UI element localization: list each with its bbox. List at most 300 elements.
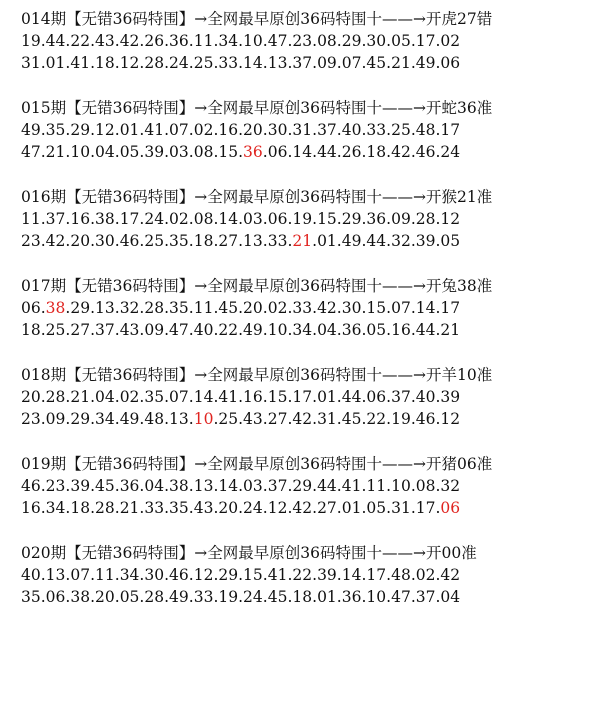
separator-dot: . — [410, 477, 416, 495]
number-cell: 15 — [317, 210, 337, 228]
number-cell: 19 — [391, 410, 411, 428]
number-cell: 11 — [95, 566, 115, 584]
separator-dot: . — [238, 588, 244, 606]
number-cell: 45 — [341, 410, 362, 428]
separator-dot: . — [238, 388, 244, 406]
period-header: 016期【无错36码特围】→全网最早原创36码特围十——→开猴21准 — [21, 188, 493, 206]
number-cell: 39 — [144, 143, 165, 161]
number-cell: 34 — [95, 410, 115, 428]
separator-dot: . — [336, 54, 342, 72]
separator-dot: . — [238, 54, 244, 72]
number-row — [21, 319, 591, 341]
number-row — [21, 564, 591, 586]
separator-dot: . — [40, 410, 46, 428]
separator-dot: . — [114, 588, 120, 606]
separator-dot: . — [410, 499, 416, 517]
number-cell: 25 — [144, 232, 165, 250]
number-cell: 14 — [193, 388, 214, 406]
number-cell: 36 — [341, 321, 362, 339]
separator-dot: . — [435, 32, 441, 50]
separator-dot: . — [262, 232, 268, 250]
separator-dot: . — [262, 566, 268, 584]
separator-dot: . — [114, 121, 120, 139]
separator-dot: . — [139, 588, 145, 606]
number-cell: 22 — [218, 321, 239, 339]
number-row — [21, 408, 591, 430]
number-cell: 13 — [243, 232, 263, 250]
number-cell: 35 — [169, 299, 189, 317]
number-cell: 37 — [317, 121, 337, 139]
separator-dot: . — [262, 477, 268, 495]
number-cell: 29 — [70, 410, 91, 428]
separator-dot: . — [65, 588, 71, 606]
number-cell: 05 — [440, 232, 461, 250]
number-cell: 21 — [440, 321, 461, 339]
number-cell: 44 — [366, 232, 387, 250]
separator-dot: . — [213, 499, 219, 517]
number-cell: 08 — [193, 210, 214, 228]
separator-dot: . — [238, 143, 244, 161]
separator-dot: . — [410, 299, 416, 317]
separator-dot: . — [65, 299, 71, 317]
number-cell: 35 — [169, 499, 189, 517]
number-cell: 06 — [440, 54, 461, 72]
number-cell: 06 — [21, 299, 41, 317]
number-cell: 04 — [317, 321, 337, 339]
separator-dot: . — [90, 232, 96, 250]
separator-dot: . — [164, 54, 170, 72]
number-cell: 25 — [45, 321, 66, 339]
separator-dot: . — [188, 210, 194, 228]
separator-dot: . — [361, 321, 367, 339]
number-cell: 28 — [144, 54, 165, 72]
number-row — [21, 30, 591, 52]
number-cell: 45 — [267, 588, 288, 606]
number-cell: 21 — [391, 54, 411, 72]
separator-dot: . — [114, 143, 120, 161]
separator-dot: . — [361, 54, 367, 72]
highlighted-number: 21 — [292, 232, 313, 250]
separator-dot: . — [114, 477, 120, 495]
separator-dot: . — [435, 477, 441, 495]
number-cell: 49 — [119, 410, 140, 428]
separator-dot: . — [65, 54, 71, 72]
separator-dot: . — [238, 477, 244, 495]
number-cell: 17 — [440, 299, 461, 317]
number-cell: 04 — [95, 143, 115, 161]
number-cell: 22 — [366, 410, 387, 428]
separator-dot: . — [90, 143, 96, 161]
separator-dot: . — [40, 566, 46, 584]
number-cell: 13 — [95, 299, 115, 317]
number-cell: 44 — [415, 321, 436, 339]
number-cell: 18 — [21, 321, 41, 339]
number-cell: 05 — [366, 321, 387, 339]
separator-dot: . — [336, 32, 342, 50]
number-cell: 18 — [95, 54, 115, 72]
number-cell: 38 — [95, 210, 115, 228]
number-cell: 30 — [144, 566, 165, 584]
number-cell: 01 — [317, 588, 337, 606]
number-cell: 01 — [341, 499, 362, 517]
separator-dot: . — [410, 388, 416, 406]
number-cell: 37 — [292, 54, 313, 72]
separator-dot: . — [262, 499, 268, 517]
number-cell: 41 — [267, 566, 288, 584]
separator-dot: . — [213, 321, 219, 339]
separator-dot: . — [188, 54, 194, 72]
number-cell: 30 — [341, 299, 362, 317]
separator-dot: . — [90, 321, 96, 339]
separator-dot: . — [188, 299, 194, 317]
number-cell: 39 — [70, 477, 91, 495]
number-cell: 42 — [391, 143, 411, 161]
period-header: 014期【无错36码特围】→全网最早原创36码特围十——→开虎27错 — [21, 10, 493, 28]
number-cell: 07 — [391, 299, 411, 317]
number-cell: 04 — [95, 388, 115, 406]
number-cell: 44 — [317, 143, 337, 161]
number-cell: 27 — [70, 321, 91, 339]
number-cell: 18 — [70, 499, 91, 517]
separator-dot: . — [287, 32, 293, 50]
separator-dot: . — [361, 299, 367, 317]
number-cell: 05 — [119, 143, 140, 161]
separator-dot: . — [287, 388, 293, 406]
number-cell: 14 — [341, 566, 362, 584]
separator-dot: . — [386, 388, 392, 406]
number-cell: 24 — [440, 143, 461, 161]
number-cell: 21 — [119, 499, 140, 517]
number-cell: 05 — [366, 499, 387, 517]
separator-dot: . — [238, 210, 244, 228]
separator-dot: . — [164, 32, 170, 50]
number-cell: 36 — [366, 210, 387, 228]
period-entry — [21, 364, 591, 430]
separator-dot: . — [287, 410, 293, 428]
separator-dot: . — [188, 499, 194, 517]
separator-dot: . — [65, 499, 71, 517]
number-row — [21, 497, 591, 519]
number-row — [21, 141, 591, 163]
number-cell: 29 — [341, 210, 362, 228]
number-cell: 12 — [440, 210, 461, 228]
number-cell: 11 — [366, 477, 387, 495]
separator-dot: . — [287, 121, 293, 139]
separator-dot: . — [336, 477, 342, 495]
separator-dot: . — [262, 410, 268, 428]
separator-dot: . — [65, 388, 71, 406]
number-cell: 34 — [218, 32, 239, 50]
number-cell: 34 — [292, 321, 313, 339]
number-cell: 11 — [193, 299, 214, 317]
number-cell: 09 — [391, 210, 411, 228]
separator-dot: . — [435, 299, 441, 317]
separator-dot: . — [65, 321, 71, 339]
number-cell: 28 — [45, 388, 66, 406]
separator-dot: . — [40, 499, 46, 517]
number-cell: 21 — [70, 388, 91, 406]
separator-dot: . — [65, 566, 71, 584]
separator-dot: . — [435, 499, 441, 517]
number-cell: 33 — [144, 499, 165, 517]
number-cell: 08 — [193, 143, 214, 161]
number-cell: 37 — [95, 321, 115, 339]
number-cell: 46 — [415, 143, 436, 161]
separator-dot: . — [90, 588, 96, 606]
separator-dot: . — [65, 477, 71, 495]
number-cell: 44 — [45, 32, 66, 50]
period-entry — [21, 542, 591, 608]
separator-dot: . — [114, 210, 120, 228]
number-cell: 19 — [292, 210, 313, 228]
separator-dot: . — [435, 588, 441, 606]
number-cell: 35 — [45, 121, 66, 139]
separator-dot: . — [312, 410, 318, 428]
separator-dot: . — [361, 499, 367, 517]
number-cell: 27 — [317, 499, 337, 517]
number-cell: 26 — [144, 32, 165, 50]
period-entry — [21, 8, 591, 74]
separator-dot: . — [139, 121, 145, 139]
separator-dot: . — [386, 477, 392, 495]
number-cell: 23 — [21, 232, 41, 250]
separator-dot: . — [386, 588, 392, 606]
number-cell: 47 — [21, 143, 41, 161]
number-cell: 15 — [366, 299, 387, 317]
separator-dot: . — [287, 299, 293, 317]
separator-dot: . — [361, 410, 367, 428]
number-cell: 24 — [144, 210, 165, 228]
separator-dot: . — [238, 499, 244, 517]
separator-dot: . — [312, 299, 318, 317]
separator-dot: . — [188, 566, 194, 584]
number-cell: 40 — [21, 566, 41, 584]
number-cell: 20 — [70, 232, 91, 250]
number-cell: 17 — [415, 499, 436, 517]
number-cell: 22 — [292, 566, 313, 584]
separator-dot: . — [213, 588, 219, 606]
separator-dot: . — [40, 54, 46, 72]
period-header: 017期【无错36码特围】→全网最早原创36码特围十——→开兔38准 — [21, 277, 493, 295]
separator-dot: . — [40, 210, 46, 228]
separator-dot: . — [361, 143, 367, 161]
separator-dot: . — [139, 388, 145, 406]
number-cell: 09 — [45, 410, 66, 428]
number-cell: 49 — [415, 54, 436, 72]
separator-dot: . — [114, 566, 120, 584]
separator-dot: . — [188, 232, 194, 250]
number-cell: 34 — [119, 566, 140, 584]
separator-dot: . — [90, 388, 96, 406]
separator-dot: . — [435, 388, 441, 406]
number-cell: 34 — [45, 499, 66, 517]
separator-dot: . — [114, 499, 120, 517]
number-cell: 12 — [440, 410, 461, 428]
number-cell: 28 — [95, 499, 115, 517]
separator-dot: . — [213, 477, 219, 495]
separator-dot: . — [213, 54, 219, 72]
separator-dot: . — [65, 121, 71, 139]
number-cell: 33 — [366, 121, 387, 139]
number-cell: 03 — [243, 477, 263, 495]
separator-dot: . — [139, 232, 145, 250]
separator-dot: . — [213, 32, 219, 50]
separator-dot: . — [435, 143, 441, 161]
number-cell: 36 — [119, 477, 140, 495]
separator-dot: . — [262, 32, 268, 50]
number-cell: 19 — [218, 588, 239, 606]
separator-dot: . — [139, 410, 145, 428]
number-cell: 41 — [218, 388, 239, 406]
separator-dot: . — [213, 232, 219, 250]
number-cell: 49 — [341, 232, 362, 250]
number-cell: 23 — [292, 32, 313, 50]
number-cell: 10 — [391, 477, 411, 495]
separator-dot: . — [336, 499, 342, 517]
separator-dot: . — [361, 388, 367, 406]
separator-dot: . — [361, 566, 367, 584]
number-row — [21, 475, 591, 497]
number-cell: 49 — [243, 321, 263, 339]
number-cell: 02 — [169, 210, 189, 228]
separator-dot: . — [139, 143, 145, 161]
separator-dot: . — [139, 477, 145, 495]
number-cell: 20 — [243, 299, 263, 317]
number-cell: 02 — [193, 121, 214, 139]
number-cell: 20 — [21, 388, 41, 406]
separator-dot: . — [90, 477, 96, 495]
separator-dot: . — [287, 588, 293, 606]
number-cell: 05 — [119, 588, 140, 606]
number-cell: 42 — [292, 499, 313, 517]
number-cell: 46 — [119, 232, 140, 250]
separator-dot: . — [213, 388, 219, 406]
number-cell: 33 — [193, 588, 214, 606]
number-cell: 45 — [95, 477, 115, 495]
separator-dot: . — [386, 54, 392, 72]
separator-dot: . — [386, 210, 392, 228]
number-cell: 33 — [267, 232, 288, 250]
number-cell: 28 — [144, 588, 165, 606]
number-cell: 37 — [391, 388, 411, 406]
number-cell: 13 — [193, 477, 214, 495]
period-header: 015期【无错36码特围】→全网最早原创36码特围十——→开蛇36准 — [21, 99, 493, 117]
number-cell: 14 — [415, 299, 436, 317]
separator-dot: . — [312, 143, 318, 161]
separator-dot: . — [114, 299, 120, 317]
number-cell: 11 — [193, 32, 214, 50]
number-cell: 10 — [267, 321, 288, 339]
number-cell: 16 — [243, 388, 263, 406]
separator-dot: . — [336, 121, 342, 139]
number-cell: 13 — [169, 410, 189, 428]
separator-dot: . — [40, 477, 46, 495]
period-header: 019期【无错36码特围】→全网最早原创36码特围十——→开猪06准 — [21, 455, 493, 473]
separator-dot: . — [336, 232, 342, 250]
separator-dot: . — [312, 388, 318, 406]
separator-dot: . — [312, 566, 318, 584]
number-cell: 46 — [415, 410, 436, 428]
number-cell: 39 — [317, 566, 337, 584]
number-cell: 20 — [218, 499, 239, 517]
separator-dot: . — [410, 54, 416, 72]
separator-dot: . — [65, 210, 71, 228]
number-cell: 01 — [119, 121, 140, 139]
separator-dot: . — [188, 477, 194, 495]
number-cell: 23 — [45, 477, 66, 495]
number-cell: 13 — [45, 566, 66, 584]
separator-dot: . — [361, 210, 367, 228]
number-cell: 48 — [415, 121, 436, 139]
number-row — [21, 119, 591, 141]
separator-dot: . — [410, 121, 416, 139]
separator-dot: . — [435, 321, 441, 339]
number-cell: 08 — [415, 477, 436, 495]
prediction-document — [21, 8, 591, 631]
number-cell: 20 — [243, 121, 263, 139]
period-entry — [21, 275, 591, 341]
separator-dot: . — [336, 588, 342, 606]
separator-dot: . — [336, 321, 342, 339]
separator-dot: . — [262, 143, 268, 161]
separator-dot: . — [40, 232, 46, 250]
number-cell: 29 — [70, 121, 91, 139]
number-cell: 45 — [366, 54, 387, 72]
separator-dot: . — [90, 121, 96, 139]
separator-dot: . — [65, 410, 71, 428]
separator-dot: . — [40, 143, 46, 161]
separator-dot: . — [188, 410, 194, 428]
number-cell: 07 — [341, 54, 362, 72]
number-cell: 17 — [292, 388, 313, 406]
separator-dot: . — [40, 121, 46, 139]
number-cell: 41 — [144, 121, 165, 139]
separator-dot: . — [114, 388, 120, 406]
separator-dot: . — [213, 566, 219, 584]
separator-dot: . — [188, 32, 194, 50]
number-cell: 36 — [341, 588, 362, 606]
number-cell: 29 — [70, 299, 91, 317]
separator-dot: . — [410, 588, 416, 606]
number-cell: 40 — [193, 321, 214, 339]
number-cell: 02 — [119, 388, 140, 406]
number-cell: 07 — [169, 388, 189, 406]
number-cell: 25 — [391, 121, 411, 139]
number-cell: 38 — [169, 477, 189, 495]
number-cell: 14 — [218, 210, 239, 228]
number-cell: 15 — [243, 566, 263, 584]
number-cell: 05 — [391, 32, 411, 50]
separator-dot: . — [139, 499, 145, 517]
separator-dot: . — [312, 499, 318, 517]
number-cell: 42 — [292, 410, 313, 428]
number-cell: 18 — [292, 588, 313, 606]
separator-dot: . — [164, 143, 170, 161]
separator-dot: . — [287, 321, 293, 339]
separator-dot: . — [114, 410, 120, 428]
separator-dot: . — [410, 232, 416, 250]
separator-dot: . — [213, 299, 219, 317]
number-cell: 15 — [218, 143, 239, 161]
highlighted-number: 36 — [243, 143, 263, 161]
number-cell: 31 — [21, 54, 41, 72]
separator-dot: . — [386, 232, 392, 250]
number-cell: 20 — [95, 588, 115, 606]
separator-dot: . — [262, 210, 268, 228]
separator-dot: . — [287, 477, 293, 495]
separator-dot: . — [90, 210, 96, 228]
number-cell: 12 — [193, 566, 214, 584]
